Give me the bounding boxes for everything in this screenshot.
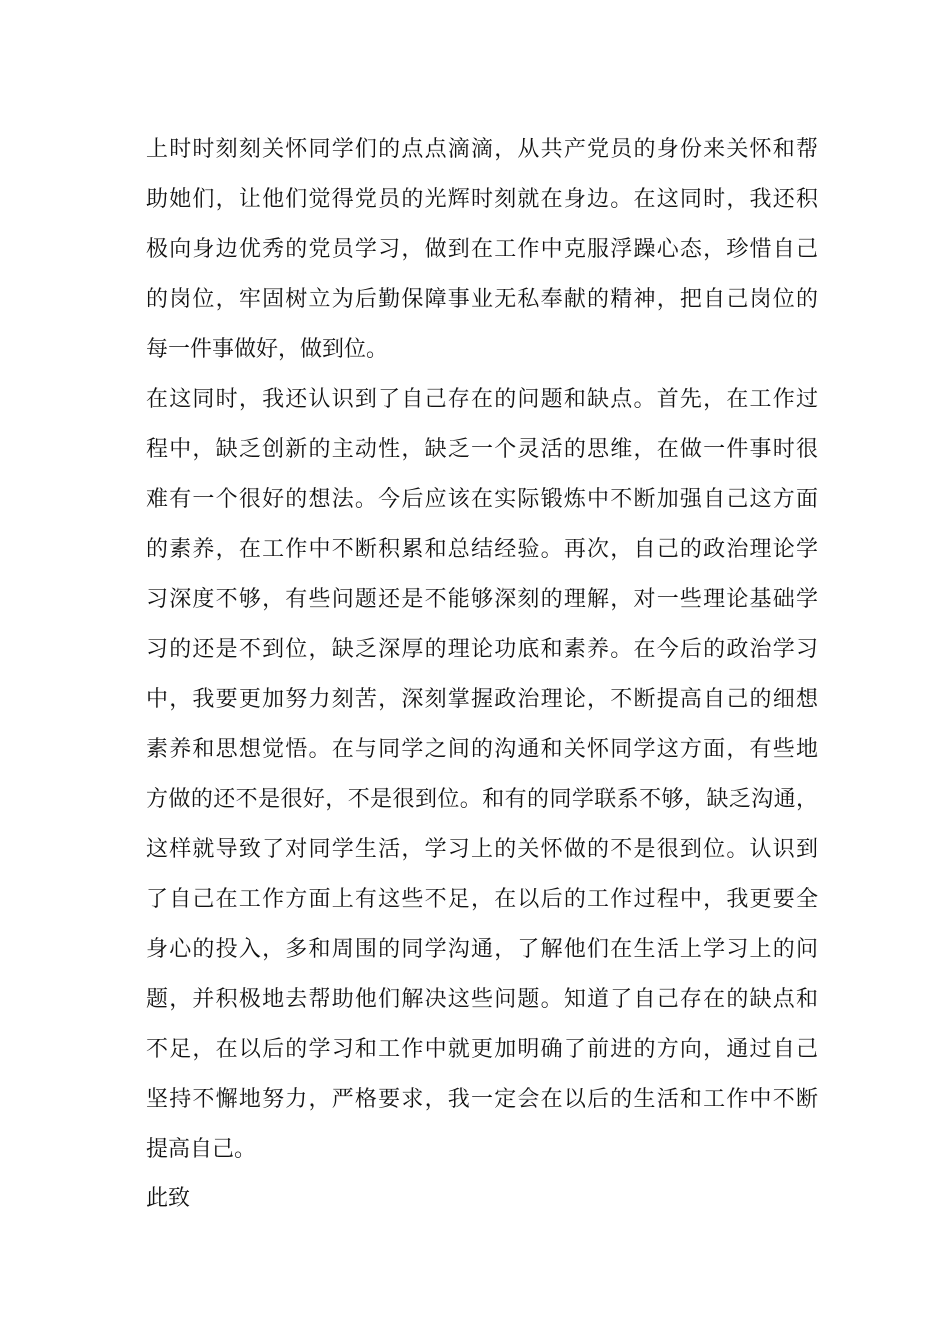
text-line: 难有一个很好的想法。今后应该在实际锻炼中不断加强自己这方面 [146, 487, 818, 512]
text-line: 的素养，在工作中不断积累和总结经验。再次，自己的政治理论学 [146, 537, 818, 562]
text-line: 不足，在以后的学习和工作中就更加明确了前进的方向，通过自己 [146, 1037, 818, 1062]
text-line: 坚持不懈地努力，严格要求，我一定会在以后的生活和工作中不断 [146, 1087, 818, 1112]
text-line: 上时时刻刻关怀同学们的点点滴滴，从共产党员的身份来关怀和帮 [146, 137, 818, 162]
text-line: 的岗位，牢固树立为后勤保障事业无私奉献的精神，把自己岗位的 [146, 287, 818, 312]
text-line: 方做的还不是很好，不是很到位。和有的同学联系不够，缺乏沟通， [146, 787, 818, 812]
text-line: 习深度不够，有些问题还是不能够深刻的理解，对一些理论基础学 [146, 587, 818, 612]
text-line: 这样就导致了对同学生活，学习上的关怀做的不是很到位。认识到 [146, 837, 818, 862]
text-line: 程中，缺乏创新的主动性，缺乏一个灵活的思维，在做一件事时很 [146, 437, 818, 462]
text-line: 助她们，让他们觉得党员的光辉时刻就在身边。在这同时，我还积 [146, 187, 818, 212]
text-line: 提高自己。 [146, 1137, 257, 1162]
text-line: 中，我要更加努力刻苦，深刻掌握政治理论，不断提高自己的细想 [146, 687, 818, 712]
text-line: 题，并积极地去帮助他们解决这些问题。知道了自己存在的缺点和 [146, 987, 818, 1012]
closing-salutation [146, 1174, 818, 1224]
text-line: 身心的投入，多和周围的同学沟通，了解他们在生活上学习上的问 [146, 937, 818, 962]
paragraph-1 [146, 125, 818, 375]
text-line: 素养和思想觉悟。在与同学之间的沟通和关怀同学这方面，有些地 [146, 737, 818, 762]
text-line: 极向身边优秀的党员学习，做到在工作中克服浮躁心态，珍惜自己 [146, 237, 818, 262]
text-line: 习的还是不到位，缺乏深厚的理论功底和素养。在今后的政治学习 [146, 637, 818, 662]
text-line: 在这同时，我还认识到了自己存在的问题和缺点。首先，在工作过 [146, 387, 818, 412]
paragraph-2 [146, 375, 818, 1175]
closing-text: 此致 [146, 1186, 191, 1211]
text-line: 每一件事做好，做到位。 [146, 337, 389, 362]
text-line: 了自己在工作方面上有这些不足，在以后的工作过程中，我更要全 [146, 887, 818, 912]
